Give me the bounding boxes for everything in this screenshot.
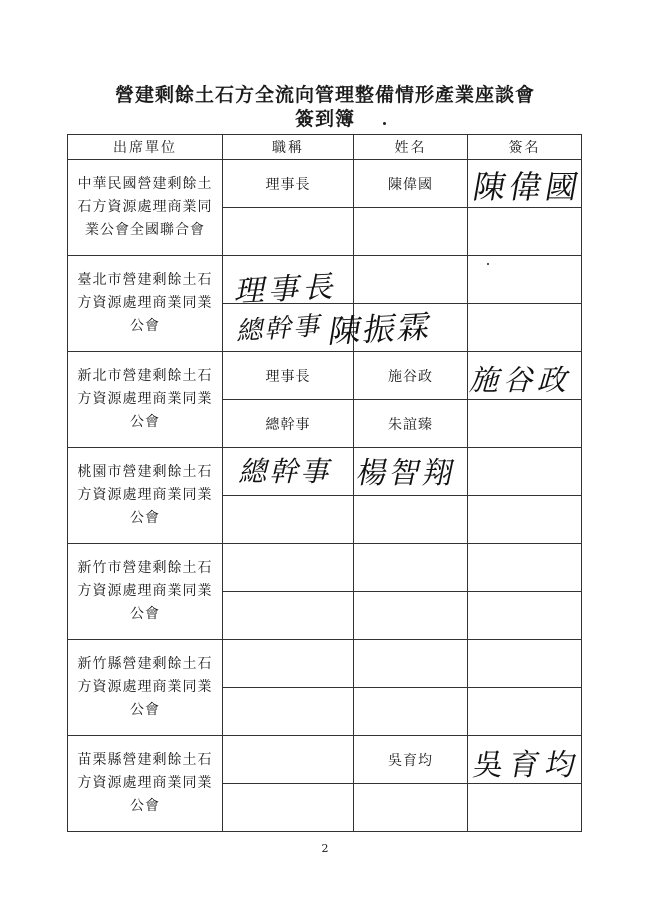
name-cell xyxy=(354,256,468,304)
table-row xyxy=(68,544,582,592)
name-cell xyxy=(354,784,468,832)
title-cell xyxy=(223,736,354,784)
handwritten-name: 楊智翔 xyxy=(353,456,460,491)
signature-cell xyxy=(468,640,582,688)
title-cell: 理事長 xyxy=(223,160,354,208)
table-row xyxy=(68,160,582,208)
title-cell xyxy=(223,256,354,310)
unit-cell: 新北市營建剩餘土石方資源處理商業同業公會 xyxy=(68,352,223,448)
signature-cell xyxy=(468,304,582,352)
title-cell xyxy=(223,496,354,544)
name-cell xyxy=(354,640,468,688)
table-row xyxy=(68,448,582,496)
handwritten-title: 總幹事 xyxy=(235,311,326,347)
name-cell: 吳育均 xyxy=(354,736,468,784)
title-cell: 總幹事 xyxy=(223,400,354,448)
signature-cell xyxy=(468,160,586,208)
title-cell xyxy=(223,640,354,688)
column-header-unit: 出席單位 xyxy=(68,135,223,160)
signature-cell xyxy=(468,592,582,640)
title-cell xyxy=(223,448,354,496)
ink-dot xyxy=(383,122,386,125)
title-cell: 理事長 xyxy=(223,352,354,400)
title-cell xyxy=(223,688,354,736)
unit-cell: 桃園市營建剩餘土石方資源處理商業同業公會 xyxy=(68,448,223,544)
name-cell xyxy=(354,448,468,496)
handwritten-signature: 施谷政 xyxy=(466,363,579,397)
handwritten-name: 陳振霖 xyxy=(326,307,436,351)
title-cell xyxy=(223,208,354,256)
signature-cell xyxy=(468,400,582,448)
unit-cell: 臺北市營建剩餘土石方資源處理商業同業公會 xyxy=(68,256,223,352)
handwritten-title: 理事長 xyxy=(232,269,343,310)
handwritten-signature: 陳偉國 xyxy=(470,168,586,206)
column-header-name: 姓名 xyxy=(354,135,468,160)
document-subtitle: 簽到簿 xyxy=(294,108,355,130)
document-title: 營建剩餘土石方全流向管理整備情形產業座談會 xyxy=(114,84,535,106)
signature-cell xyxy=(468,496,582,544)
handwritten-signature: 吳育均 xyxy=(470,748,585,783)
page-number: 2 xyxy=(321,842,329,855)
signature-cell xyxy=(468,208,582,256)
column-header-title: 職稱 xyxy=(223,135,354,160)
signature-cell xyxy=(468,352,582,400)
name-cell xyxy=(354,496,468,544)
sign-in-table xyxy=(67,134,586,832)
title-cell xyxy=(223,592,354,640)
handwritten-title: 總幹事 xyxy=(236,455,338,488)
unit-cell: 新竹市營建剩餘土石方資源處理商業同業公會 xyxy=(68,544,223,640)
name-cell xyxy=(354,208,468,256)
title-cell xyxy=(223,784,354,832)
name-cell: 陳偉國 xyxy=(354,160,468,208)
signature-cell xyxy=(468,544,582,592)
unit-cell: 苗栗縣營建剩餘土石方資源處理商業同業公會 xyxy=(68,736,223,832)
signature-cell xyxy=(468,736,585,784)
table-row xyxy=(68,352,582,400)
name-cell xyxy=(354,688,468,736)
name-cell xyxy=(354,544,468,592)
signature-cell xyxy=(468,688,582,736)
table-row xyxy=(68,256,582,304)
signature-cell xyxy=(468,784,582,832)
table-row xyxy=(68,640,582,688)
title-cell xyxy=(223,544,354,592)
unit-cell: 中華民國營建剩餘土石方資源處理商業同業公會全國聯合會 xyxy=(68,160,223,256)
signature-cell xyxy=(468,448,582,496)
signature-cell xyxy=(468,256,582,304)
name-cell xyxy=(326,304,468,352)
name-cell xyxy=(354,592,468,640)
table-row xyxy=(68,736,582,784)
unit-cell: 新竹縣營建剩餘土石方資源處理商業同業公會 xyxy=(68,640,223,736)
name-cell: 施谷政 xyxy=(354,352,468,400)
name-cell: 朱誼臻 xyxy=(354,400,468,448)
table-header-row xyxy=(68,135,582,160)
column-header-signature: 簽名 xyxy=(468,135,582,160)
